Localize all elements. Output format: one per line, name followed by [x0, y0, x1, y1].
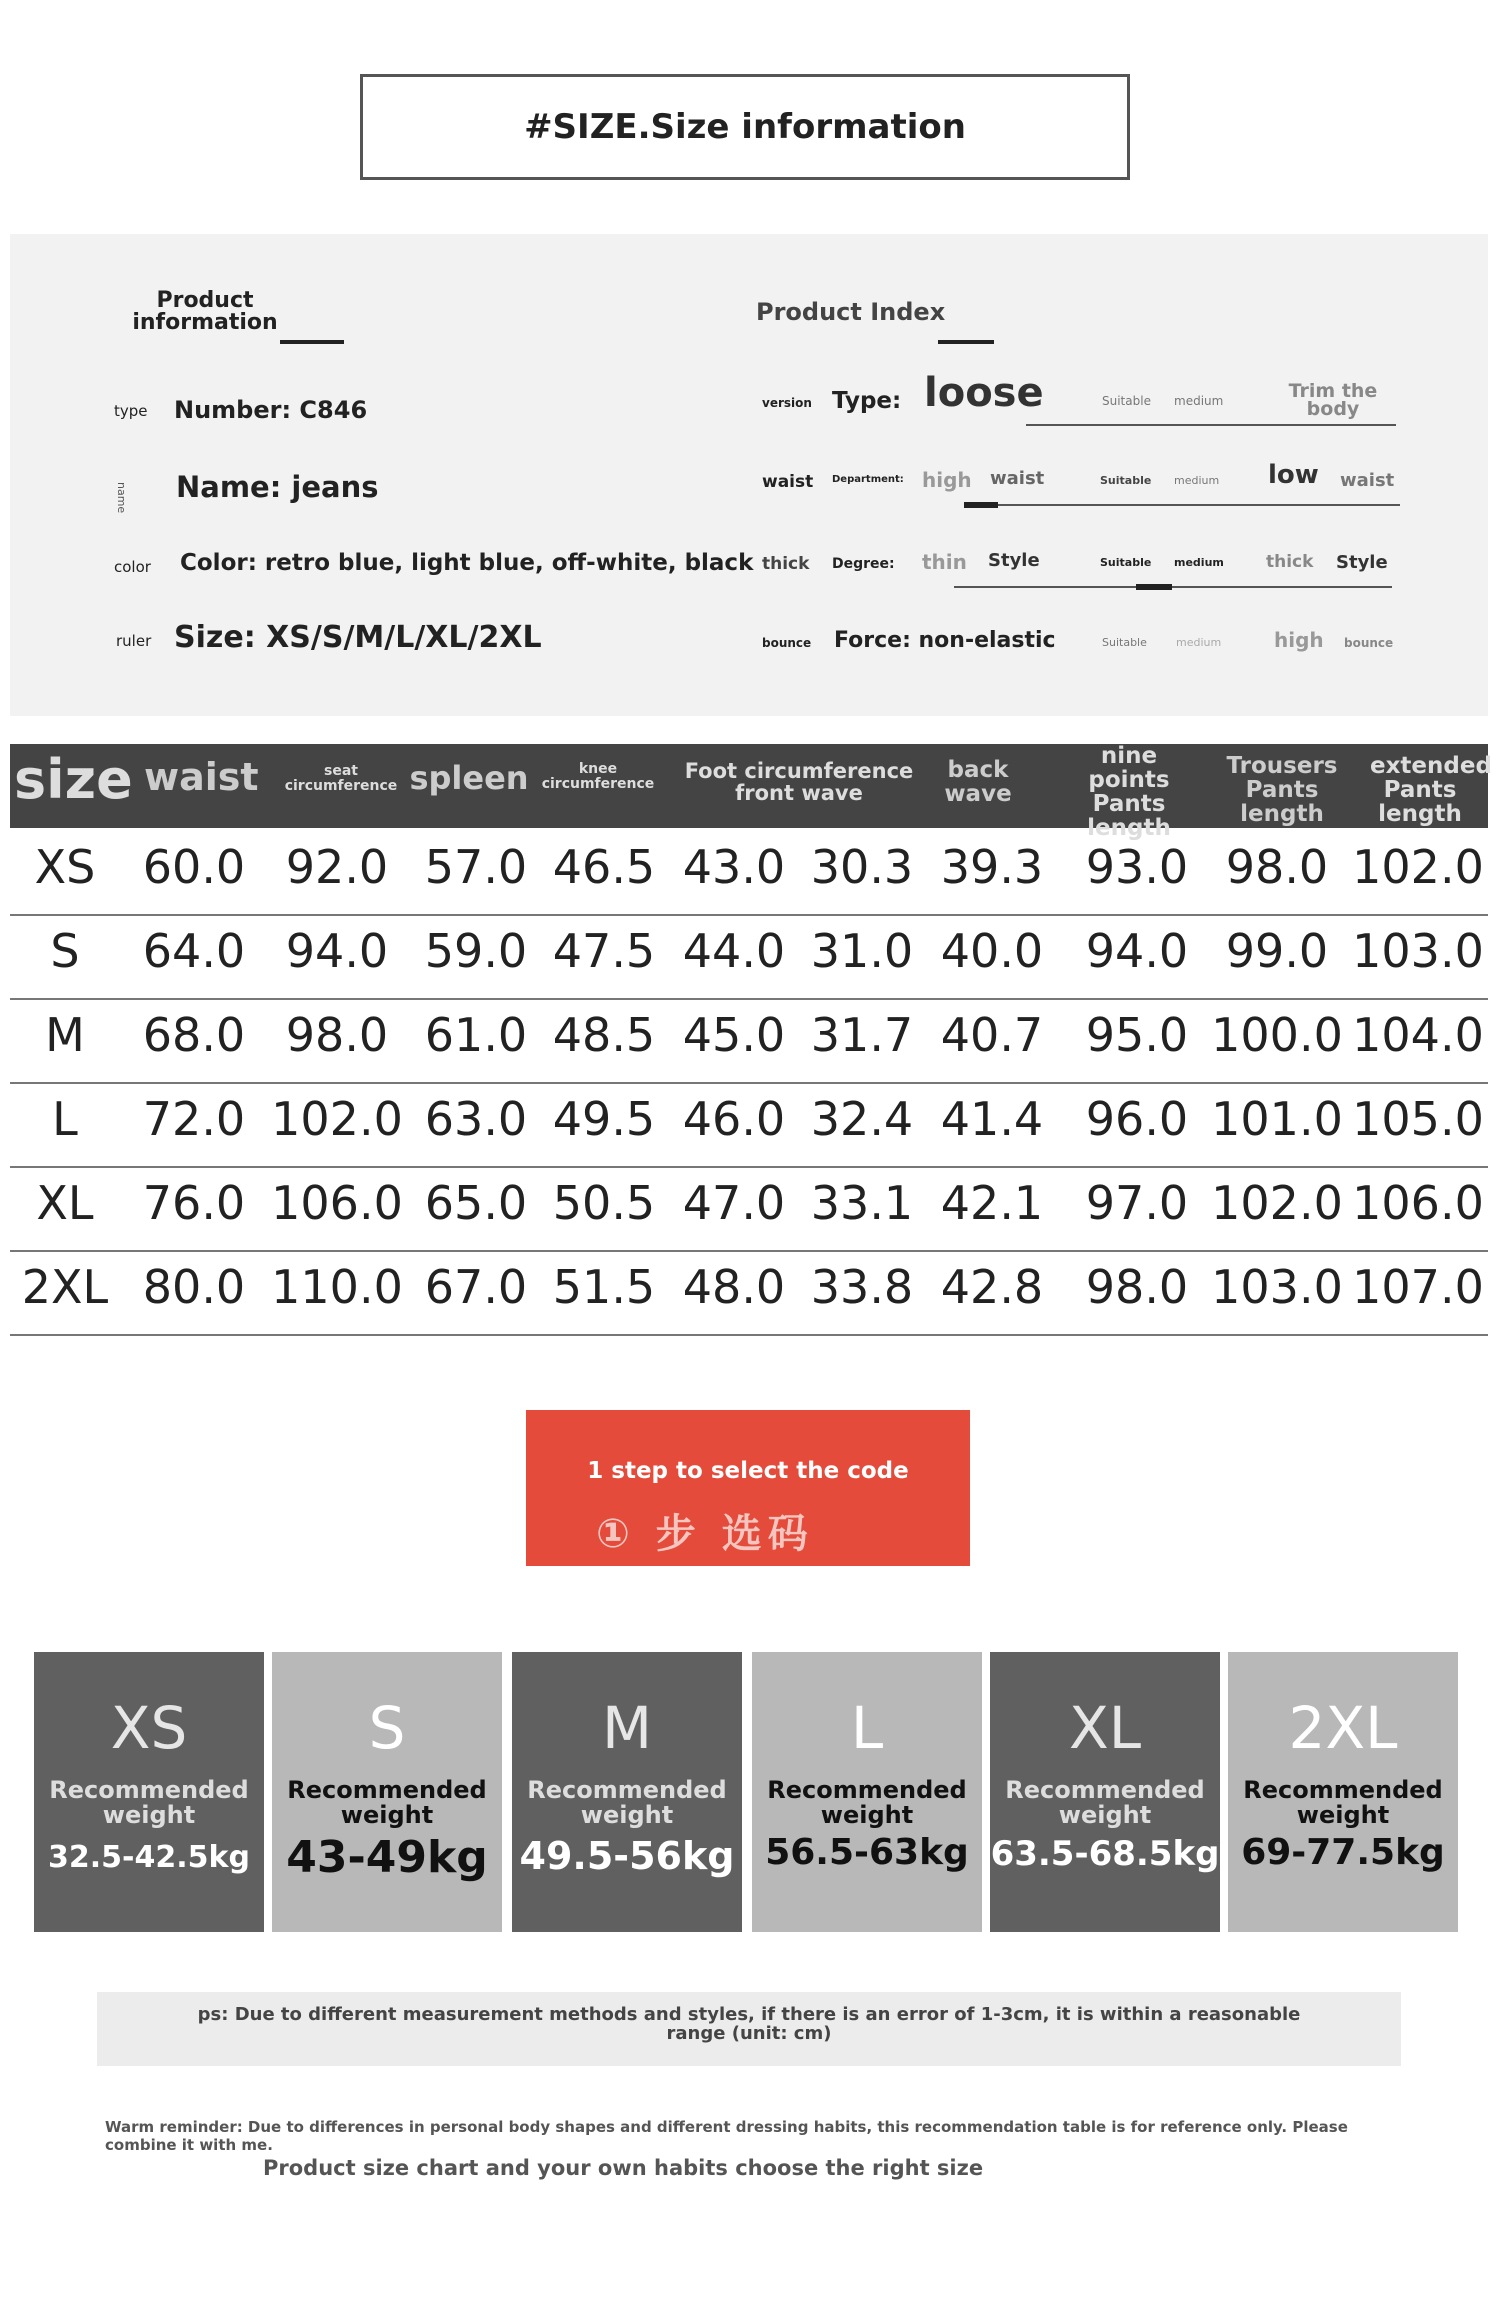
ps-note: ps: Due to different measurement methods and styles, if there is an error of 1-3cm, it is within a reasonable range (unit: cm)	[97, 1992, 1401, 2066]
step-button-label: 1 step to select the code	[587, 1458, 909, 1484]
value-cell: 65.0	[424, 1176, 528, 1230]
name-label: name	[115, 482, 128, 514]
card-label: Recommended weight	[1243, 1776, 1443, 1830]
size-cell: M	[45, 1008, 85, 1062]
value-cell: 47.5	[552, 924, 656, 978]
thin-word: thin	[922, 550, 967, 574]
type-label: type	[114, 402, 148, 420]
value-cell: 80.0	[142, 1260, 246, 1314]
value-cell: 68.0	[142, 1008, 246, 1062]
trim-body-text: Trim the body	[1288, 380, 1378, 421]
card-label: Recommended weight	[287, 1776, 487, 1830]
card-size: L	[850, 1694, 884, 1762]
value-cell: 43.0	[682, 840, 786, 894]
value-cell: 93.0	[1085, 840, 1189, 894]
thick-word: thick	[1266, 552, 1314, 572]
step-button-watermark: ① 步 选码	[596, 1511, 814, 1557]
weight-card-s[interactable]	[272, 1652, 502, 1932]
high-word: high	[1274, 628, 1324, 652]
scale-marker	[1136, 584, 1172, 590]
select-size-step-button[interactable]	[526, 1410, 970, 1566]
version-label: version	[762, 396, 812, 410]
value-cell: 45.0	[682, 1008, 786, 1062]
style-sub: Style	[988, 550, 1040, 571]
value-cell: 94.0	[285, 924, 389, 978]
value-cell: 59.0	[424, 924, 528, 978]
weight-card-xs[interactable]	[34, 1652, 264, 1932]
bounce-sub: bounce	[1344, 636, 1394, 650]
value-cell: 102.0	[1211, 1176, 1343, 1230]
value-cell: 63.0	[424, 1092, 528, 1146]
scale-line	[964, 504, 1400, 506]
value-cell: 61.0	[424, 1008, 528, 1062]
value-cell: 105.0	[1352, 1092, 1484, 1146]
value-cell: 96.0	[1085, 1092, 1189, 1146]
medium-text: medium	[1176, 636, 1222, 649]
table-row	[10, 914, 1488, 1000]
header-trousers: Trousers Pants length	[1226, 753, 1338, 828]
medium-text: medium	[1174, 474, 1220, 487]
waist-sub: waist	[990, 468, 1045, 489]
value-cell: 95.0	[1085, 1008, 1189, 1062]
value-cell: 98.0	[285, 1008, 389, 1062]
header-seat: seat circumference	[284, 763, 398, 794]
size-value: Size: XS/S/M/L/XL/2XL	[174, 620, 542, 655]
value-cell: 40.0	[940, 924, 1044, 978]
size-cell: XS	[34, 840, 96, 894]
value-cell: 103.0	[1352, 924, 1484, 978]
value-cell: 102.0	[1352, 840, 1484, 894]
value-cell: 49.5	[552, 1092, 656, 1146]
value-cell: 102.0	[271, 1092, 403, 1146]
heading-underline	[280, 340, 344, 344]
force-value: Force: non-elastic	[834, 628, 1056, 653]
scale-line	[954, 586, 1392, 588]
medium-text: medium	[1174, 556, 1224, 569]
value-cell: 51.5	[552, 1260, 656, 1314]
suitable-text: Suitable	[1100, 474, 1152, 487]
value-cell: 31.7	[810, 1008, 914, 1062]
size-cell: 2XL	[21, 1260, 109, 1314]
waist-sub: waist	[1340, 470, 1395, 491]
card-size: S	[368, 1694, 406, 1762]
value-cell: 31.0	[810, 924, 914, 978]
value-cell: 33.8	[810, 1260, 914, 1314]
size-cell: S	[50, 924, 80, 978]
card-label: Recommended weight	[49, 1776, 249, 1830]
scale-line	[1026, 424, 1396, 426]
value-cell: 67.0	[424, 1260, 528, 1314]
value-cell: 48.0	[682, 1260, 786, 1314]
value-cell: 57.0	[424, 840, 528, 894]
value-cell: 42.1	[940, 1176, 1044, 1230]
warm-reminder: Warm reminder: Due to differences in personal body shapes and different dressing habits, this recommendation table is for reference only. Please combine it with me.	[105, 2118, 1348, 2154]
size-table-header	[10, 743, 1492, 842]
value-cell: 41.4	[940, 1092, 1044, 1146]
card-weight: 32.5-42.5kg	[48, 1840, 250, 1875]
value-cell: 98.0	[1085, 1260, 1189, 1314]
value-cell: 97.0	[1085, 1176, 1189, 1230]
header-size: size	[14, 748, 133, 811]
card-size: XL	[1068, 1694, 1142, 1762]
weight-card-xl[interactable]	[990, 1652, 1220, 1932]
card-label: Recommended weight	[767, 1776, 967, 1830]
value-cell: 64.0	[142, 924, 246, 978]
value-cell: 30.3	[810, 840, 914, 894]
header-back-wave: back wave	[944, 757, 1012, 808]
suitable-text: Suitable	[1102, 636, 1147, 649]
value-cell: 47.0	[682, 1176, 786, 1230]
header-waist: waist	[144, 755, 259, 799]
header-foot-front: Foot circumference front wave	[684, 759, 914, 806]
degree-key: Degree:	[832, 556, 895, 572]
product-index-heading: Product Index	[756, 298, 946, 326]
value-cell: 50.5	[552, 1176, 656, 1230]
value-cell: 72.0	[142, 1092, 246, 1146]
product-info-heading: Product information	[132, 288, 278, 335]
value-cell: 107.0	[1352, 1260, 1484, 1314]
table-row	[10, 998, 1488, 1084]
waist-label: waist	[762, 472, 814, 492]
table-row	[10, 1082, 1488, 1168]
value-cell: 32.4	[810, 1092, 914, 1146]
name-value: Name: jeans	[176, 470, 379, 504]
low-word: low	[1268, 460, 1319, 490]
weight-card-l[interactable]	[752, 1652, 982, 1932]
card-weight: 56.5-63kg	[765, 1832, 969, 1873]
suitable-text: Suitable	[1100, 556, 1152, 569]
table-row	[10, 1250, 1488, 1336]
value-cell: 100.0	[1211, 1008, 1343, 1062]
value-cell: 46.0	[682, 1092, 786, 1146]
value-cell: 94.0	[1085, 924, 1189, 978]
value-cell: 33.1	[810, 1176, 914, 1230]
weight-card-m[interactable]	[512, 1652, 742, 1932]
size-advice: Product size chart and your own habits choose the right size	[263, 2156, 984, 2180]
style-sub: Style	[1336, 552, 1388, 573]
card-size: 2XL	[1288, 1694, 1398, 1762]
card-size: XS	[110, 1694, 188, 1762]
department-key: Department:	[832, 474, 904, 485]
card-weight: 63.5-68.5kg	[990, 1834, 1220, 1874]
weight-card-2xl[interactable]	[1228, 1652, 1458, 1932]
value-cell: 103.0	[1211, 1260, 1343, 1314]
ruler-label: ruler	[116, 632, 152, 650]
table-row	[10, 1166, 1488, 1252]
medium-text: medium	[1174, 394, 1224, 408]
high-word: high	[922, 468, 972, 492]
value-cell: 42.8	[940, 1260, 1044, 1314]
loose-value: loose	[924, 370, 1044, 416]
header-knee: knee circumference	[541, 761, 655, 792]
card-weight: 69-77.5kg	[1241, 1832, 1445, 1873]
header-spleen: spleen	[409, 759, 529, 797]
value-cell: 60.0	[142, 840, 246, 894]
value-cell: 101.0	[1211, 1092, 1343, 1146]
value-cell: 99.0	[1225, 924, 1329, 978]
thick-label: thick	[762, 554, 810, 574]
type-key: Type:	[832, 388, 902, 414]
suitable-text: Suitable	[1102, 394, 1151, 408]
size-cell: L	[52, 1092, 78, 1146]
value-cell: 40.7	[940, 1008, 1044, 1062]
value-cell: 98.0	[1225, 840, 1329, 894]
header-extended: extended Pants length	[1370, 753, 1492, 828]
value-cell: 110.0	[271, 1260, 403, 1314]
size-cell: XL	[36, 1176, 94, 1230]
value-cell: 92.0	[285, 840, 389, 894]
table-row	[10, 830, 1488, 916]
color-value: Color: retro blue, light blue, off-white, black	[180, 550, 754, 576]
page-title: #SIZE.Size information	[360, 74, 1130, 180]
value-cell: 106.0	[271, 1176, 403, 1230]
heading-underline	[938, 340, 994, 344]
bounce-label: bounce	[762, 636, 812, 650]
card-label: Recommended weight	[1005, 1776, 1205, 1830]
number-value: Number: C846	[174, 396, 368, 424]
color-label: color	[114, 558, 151, 576]
scale-marker	[964, 502, 998, 508]
value-cell: 106.0	[1352, 1176, 1484, 1230]
value-cell: 44.0	[682, 924, 786, 978]
card-weight: 49.5-56kg	[519, 1834, 735, 1878]
value-cell: 39.3	[940, 840, 1044, 894]
header-nine-points: nine points Pants length	[1087, 743, 1171, 842]
card-weight: 43-49kg	[286, 1832, 488, 1883]
value-cell: 46.5	[552, 840, 656, 894]
card-size: M	[601, 1694, 653, 1762]
info-panel	[10, 234, 1488, 716]
value-cell: 104.0	[1352, 1008, 1484, 1062]
card-label: Recommended weight	[527, 1776, 727, 1830]
value-cell: 76.0	[142, 1176, 246, 1230]
value-cell: 48.5	[552, 1008, 656, 1062]
